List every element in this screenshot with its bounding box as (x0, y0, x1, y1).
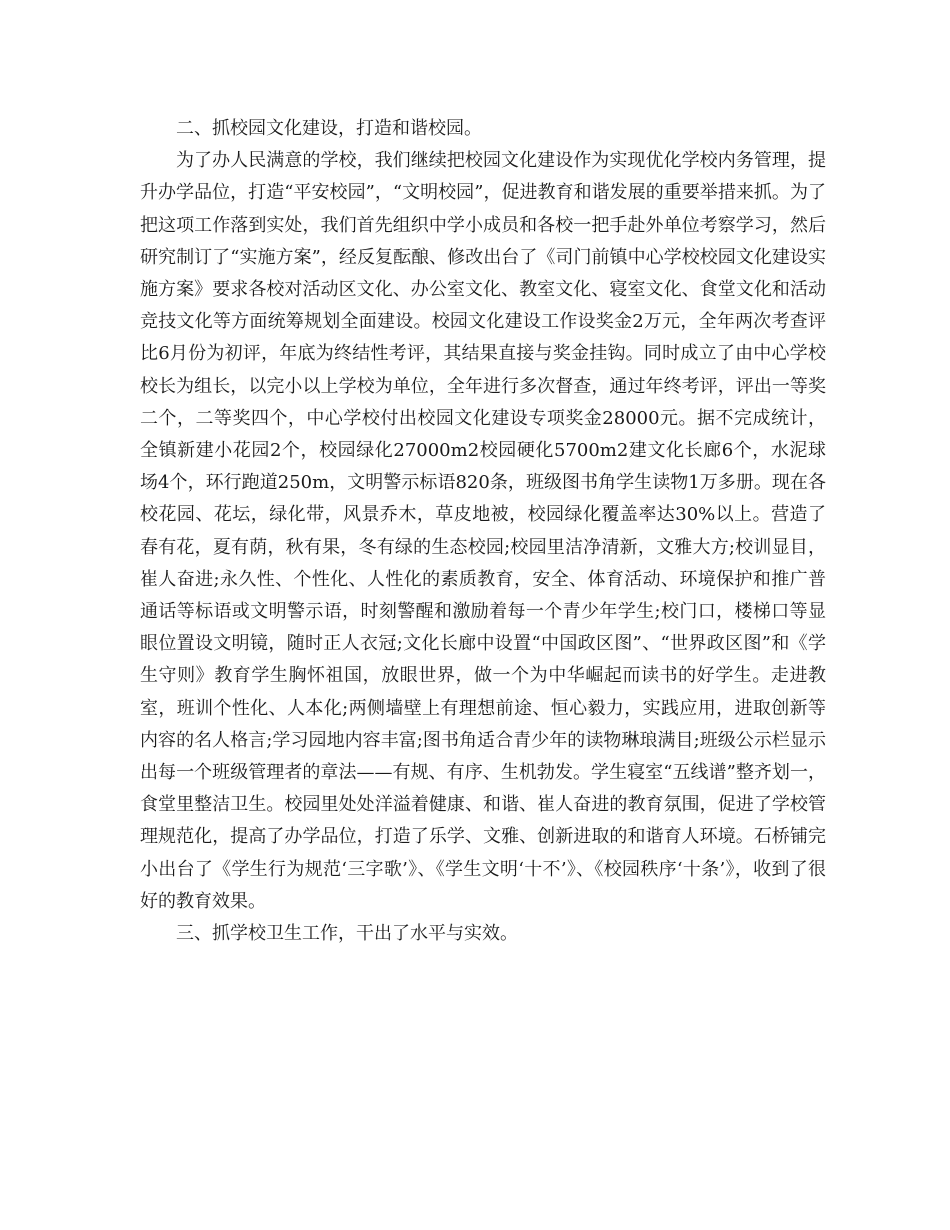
section-heading-3: 三、抓学校卫生工作，干出了水平与实效。 (176, 923, 518, 945)
section-heading-2: 二、抓校园文化建设，打造和谐校园。 (176, 118, 482, 139)
document-body (140, 113, 826, 950)
section-paragraph-1: 为了办人民满意的学校，我们继续把校园文化建设作为实现优化学校内务管理，提升办学品位，打造“平安校园”，“文明校园”，促进教育和谐发展的重要举措来抓。为了把这项工作落到实处，我们首先组织中学小成员和各校一把手赴外单位考察学习，然后研究制订了“实施方案”，经反复酝酿、修改出台了《司门前镇中心学校校园文化建设实施方案》要求各校对活动区文化、办公室文化、教室文化、寝室文化、食堂文化和活动竞技文化等方面统筹规划全面建设。校园文化建设工作设奖金2万元，全年两次考查评比6月份为初评，年底为终结性考评，其结果直接与奖金挂钩。同时成立了由中心学校校长为组长，以完小以上学校为单位，全年进行多次督查，通过年终考评，评出一等奖二个，二等奖四个，中心学校付出校园文化建设专项奖金28000元。据不完成统计，全镇新建小花园2个，校园绿化27000m2校园硬化5700m2建文化长廊6个，水泥球场4个，环行跑道250m，文明警示标语820条，班级图书角学生读物1万多册。现在各校花园、花坛，绿化带，风景乔木，草皮地被，校园绿化覆盖率达30%以上。营造了春有花，夏有荫，秋有果，冬有绿的生态校园;校园里洁净清新，文雅大方;校训显目，崔人奋进;永久性、个性化、人性化的素质教育，安全、体育活动、环境保护和推广普通话等标语或文明警示语，时刻警醒和激励着每一个青少年学生;校门口，楼梯口等显眼位置设文明镜，随时正人衣冠;文化长廊中设置“中国政区图”、“世界政区图”和《学生守则》教育学生胸怀祖国，放眼世界，做一个为中华崛起而读书的好学生。走进教室，班训个性化、人本化;两侧墙壁上有理想前途、恒心毅力，实践应用，进取创新等内容的名人格言;学习园地内容丰富;图书角适合青少年的读物琳琅满目;班级公示栏显示出每一个班级管理者的章法——有规、有序、生机勃发。学生寝室“五线谱”整齐划一，食堂里整洁卫生。校园里处处洋溢着健康、和谐、崔人奋进的教育氛围，促进了学校管理规范化，提高了办学品位，打造了乐学、文雅、创新进取的和谐育人环境。石桥铺完小出台了《学生行为规范‘三字歌’》、《学生文明‘十不’》、《校园秩序‘十条’》，收到了很好的教育效果。 (140, 150, 826, 912)
